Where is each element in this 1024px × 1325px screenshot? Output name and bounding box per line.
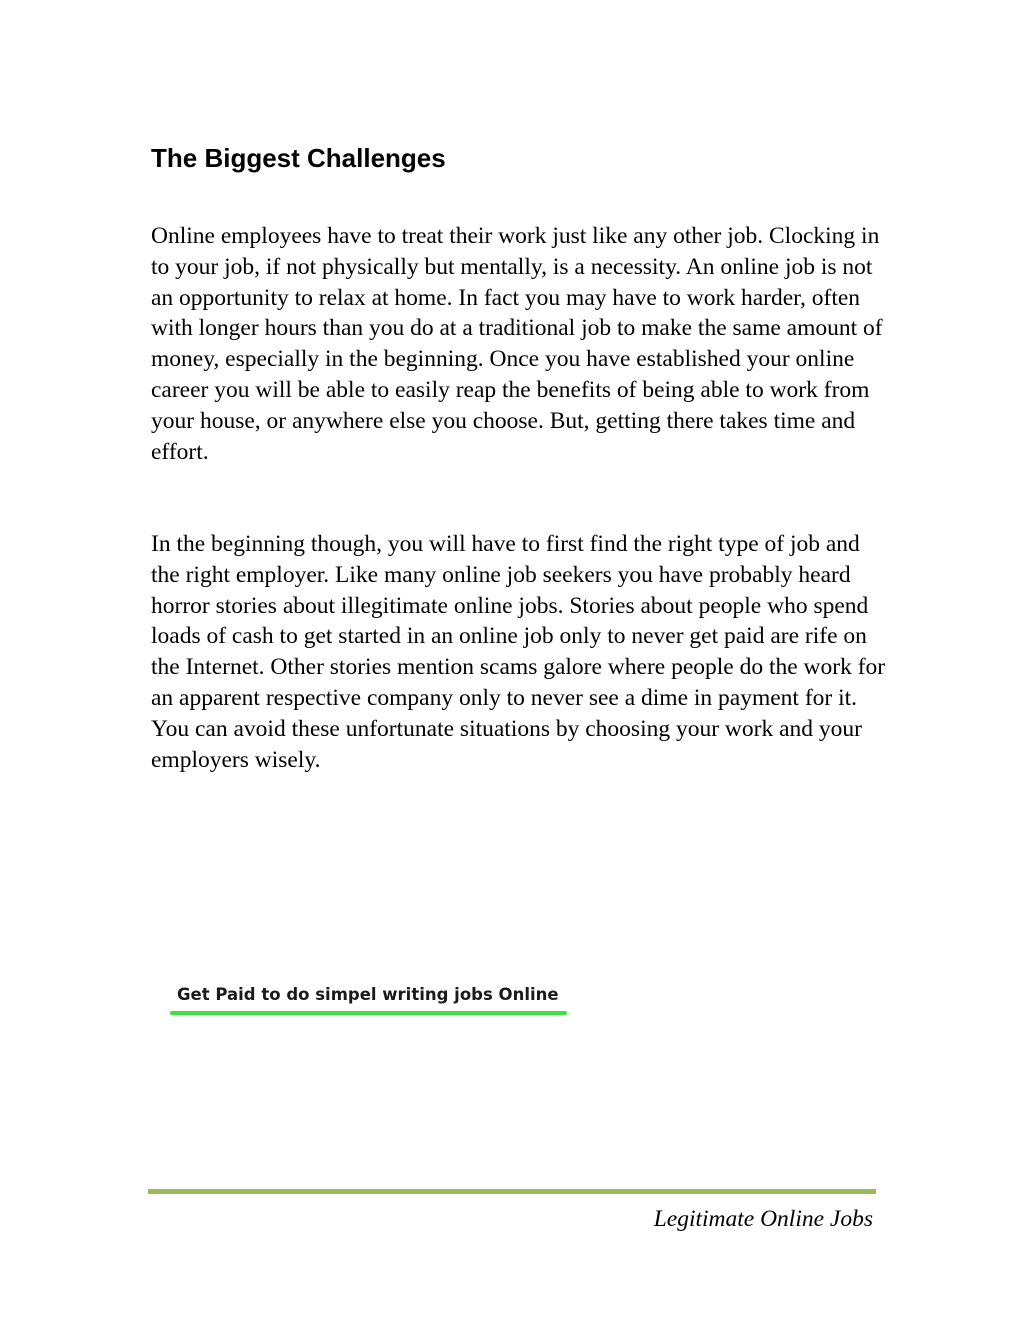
- footer-title: Legitimate Online Jobs: [653, 1206, 873, 1232]
- promo-link-underline: [170, 1011, 567, 1015]
- page-heading: The Biggest Challenges: [151, 143, 446, 173]
- body-paragraph-2: In the beginning though, you will have to first find the right type of job and the right employer. Like many online job seekers you have probably heard horror stories about illegitimate online jobs. Stories about people who spend loads of cash to get started in an online job only to never get paid are rife on the Internet. Other stories mention scams galore where people do the work for an apparent respective company only to never see a dime in payment for it. You can avoid these unfortunate situations by choosing your work and your employers wisely.: [151, 531, 886, 773]
- footer-divider: [148, 1189, 876, 1194]
- body-paragraph-1: Online employees have to treat their work just like any other job. Clocking in to your job, if not physically but mentally, is a necessity. An online job is not an opportunity to relax at home. In fact you may have to work harder, often with longer hours than you do at a traditional job to make the same amount of money, especially in the beginning. Once you have established your online career you will be able to easily reap the benefits of being able to work from your house, or anywhere else you choose. But, getting there takes time and effort.: [151, 223, 883, 465]
- promo-link[interactable]: Get Paid to do simpel writing jobs Online: [177, 985, 559, 1004]
